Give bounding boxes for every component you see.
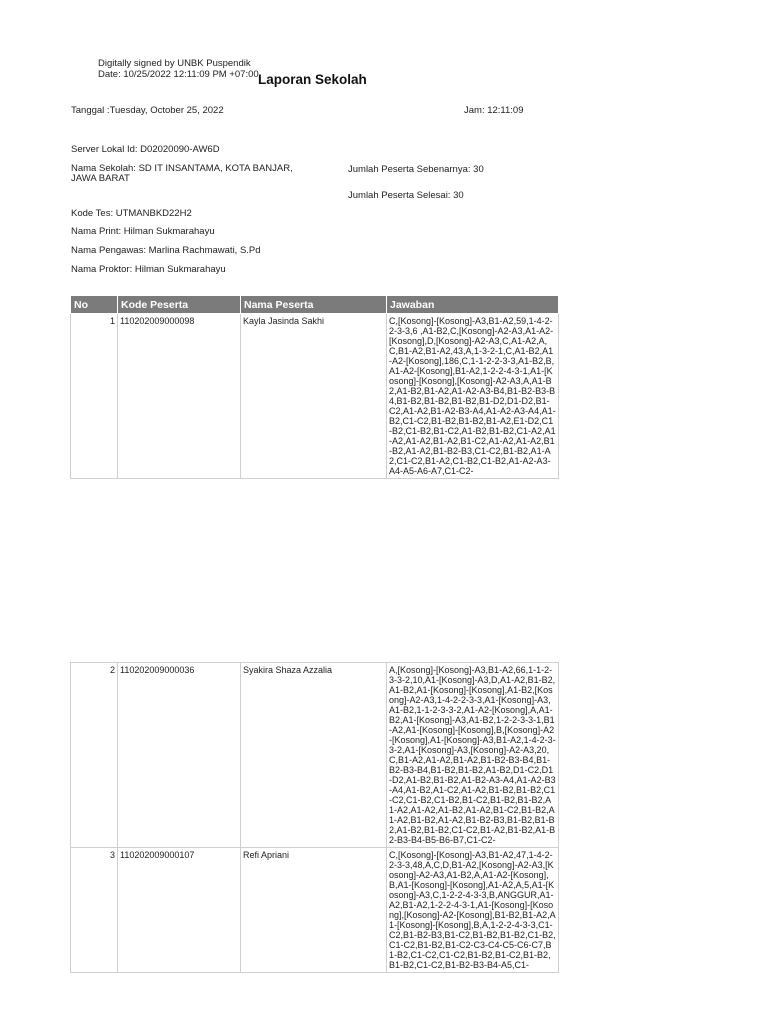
header-jawaban: Jawaban (387, 296, 559, 314)
results-table (70, 295, 559, 479)
header-nama-peserta: Nama Peserta (241, 296, 387, 314)
row-no: 3 (71, 848, 118, 973)
date-line: Tanggal :Tuesday, October 25, 2022 (71, 105, 224, 116)
nama-proktor: Nama Proktor: Hilman Sukmarahayu (71, 264, 226, 275)
time-line: Jam: 12:11:09 (464, 105, 524, 116)
table-header-row (71, 296, 559, 314)
jumlah-peserta-sebenarnya: Jumlah Peserta Sebenarnya: 30 (348, 164, 484, 175)
nama-print: Nama Print: Hilman Sukmarahayu (71, 226, 215, 237)
server-id: Server Lokal Id: D02020090-AW6D (71, 144, 220, 155)
digital-signature (98, 58, 259, 80)
row-kode-peserta: 110202009000098 (118, 314, 241, 479)
table-row (71, 663, 559, 848)
row-no: 2 (71, 663, 118, 848)
nama-pengawas: Nama Pengawas: Marlina Rachmawati, S.Pd (71, 245, 261, 256)
page-title: Laporan Sekolah (258, 72, 367, 87)
signature-line-1: Digitally signed by UNBK Puspendik (98, 58, 251, 69)
kode-tes: Kode Tes: UTMANBKD22H2 (71, 208, 192, 219)
header-kode-peserta: Kode Peserta (118, 296, 241, 314)
row-jawaban: C,[Kosong]-[Kosong]-A3,B1-A2,47,1-4-2-2-3-3,48,A,C,D,B1-A2,[Kosong]-A2-A3,[Kosong]-A2-A3,A1-B2,A,A1-A2-[Kosong],B,A1-[Kosong]-[Kosong],A1-A2,A,5,A1-[Kosong]-A3,C,1-2-2-4-3-3,B,ANGGUR,A1-A2,B1-A2,1-2-2-4-3-1,A1-[Kosong]-[Kosong],[Kosong]-A2-[Kosong],B1-B2,B1-A2,A1-[Kosong]-[Kosong],B,A,1-2-2-4-3-3,C1-C2,B1-B2-B3,B1-C2,B1-B2,B1-B2,C1-B2,C1-C2,B1-B2,B1-C2-C3-C4-C5-C6-C7,B1-B2,C1-C2,C1-C2,B1-B2,B1-C2,B1-B2,B1-B2,C1-C2,B1-B2-B3-B4-A5,C1- (387, 848, 559, 973)
school-name (71, 164, 293, 184)
school-line-2: JAWA BARAT (71, 173, 130, 184)
results-table-continued (70, 662, 559, 973)
row-nama-peserta: Kayla Jasinda Sakhi (241, 314, 387, 479)
row-nama-peserta: Syakira Shaza Azzalia (241, 663, 387, 848)
table-row (71, 848, 559, 973)
row-no: 1 (71, 314, 118, 479)
signature-line-2: Date: 10/25/2022 12:11:09 PM +07:00 (98, 69, 259, 80)
row-kode-peserta: 110202009000036 (118, 663, 241, 848)
jumlah-peserta-selesai: Jumlah Peserta Selesai: 30 (348, 190, 464, 201)
row-nama-peserta: Refi Apriani (241, 848, 387, 973)
row-jawaban: A,[Kosong]-[Kosong]-A3,B1-A2,66,1-1-2-3-3-2,10,A1-[Kosong]-A3,D,A1-A2,B1-B2,A1-B2,A1-[Kosong]-[Kosong],A1-B2,[Kosong]-A2-A3,1-4-2-2-3-3,A1-[Kosong]-A3,A1-B2,1-1-2-3-3-2,A1-A2-[Kosong],A,A1-B2,A1-[Kosong]-A3,A1-B2,1-2-2-3-3-1,B1-A2,A1-[Kosong]-[Kosong],B,[Kosong]-A2-[Kosong],A1-[Kosong]-A3,B1-A2,1-4-2-3-3-2,A1-[Kosong]-A3,[Kosong]-A2-A3,20,C,B1-A2,A1-A2,B1-A2,B1-B2-B3-B4,B1-B2-B3-B4,B1-B2,B1-B2,A1-B2,D1-C2,D1-D2,A1-B2,B1-B2,A1-B2-A3-A4,A1-A2-B3-A4,A1-B2,A1-C2,A1-A2,B1-B2,B1-B2,C1-C2,C1-B2,C1-B2,B1-C2,B1-B2,B1-B2,A1-A2,A1-A2,A1-B2,A1-A2,B1-C2,B1-B2,A1-A2,B1-B2,A1-A2,B1-B2-B3,B1-B2,B1-B2,A1-B2,B1-B2,C1-C2,B1-A2,B1-B2,A1-B2-B3-B4-B5-B6-B7,C1-C2- (387, 663, 559, 848)
row-jawaban: C,[Kosong]-[Kosong]-A3,B1-A2,59,1-4-2-2-3-3,6 ,A1-B2,C,[Kosong]-A2-A3,A1-A2-[Kosong],D,[Kosong]-A2-A3,C,A1-A2,A,C,B1-A2,B1-A2,43,A,1-3-2-1,C,A1-B2,A1-A2-[Kosong],186,C,1-1-2-2-3-3,A1-B2,B,A1-A2-[Kosong],B1-A2,1-2-2-4-3-1,A1-[Kosong]-[Kosong],[Kosong]-A2-A3,A,A1-B2,A1-B2,B1-A2,A1-A2-A3-B4,B1-B2-B3-B4,B1-B2,B1-B2,B1-B2,B1-D2,D1-D2,B1-C2,A1-A2,B1-A2-B3-A4,A1-A2-A3-A4,A1-B2,C1-C2,B1-B2,B1-B2,B1-A2,E1-D2,C1-B2,C1-B2,B1-C2,A1-B2,B1-B2,C1-A2,A1-A2,A1-A2,B1-A2,B1-C2,A1-A2,A1-A2,B1-B2,A1-A2,B1-B2-B3,C1-C2,B1-B2,A1-A2,C1-C2,B1-A2,C1-B2,C1-B2,A1-A2-A3-A4-A5-A6-A7,C1-C2- (387, 314, 559, 479)
row-kode-peserta: 110202009000107 (118, 848, 241, 973)
header-no: No (71, 296, 118, 314)
table-row (71, 314, 559, 479)
school-line-1: Nama Sekolah: SD IT INSANTAMA, KOTA BANJAR, (71, 163, 293, 174)
